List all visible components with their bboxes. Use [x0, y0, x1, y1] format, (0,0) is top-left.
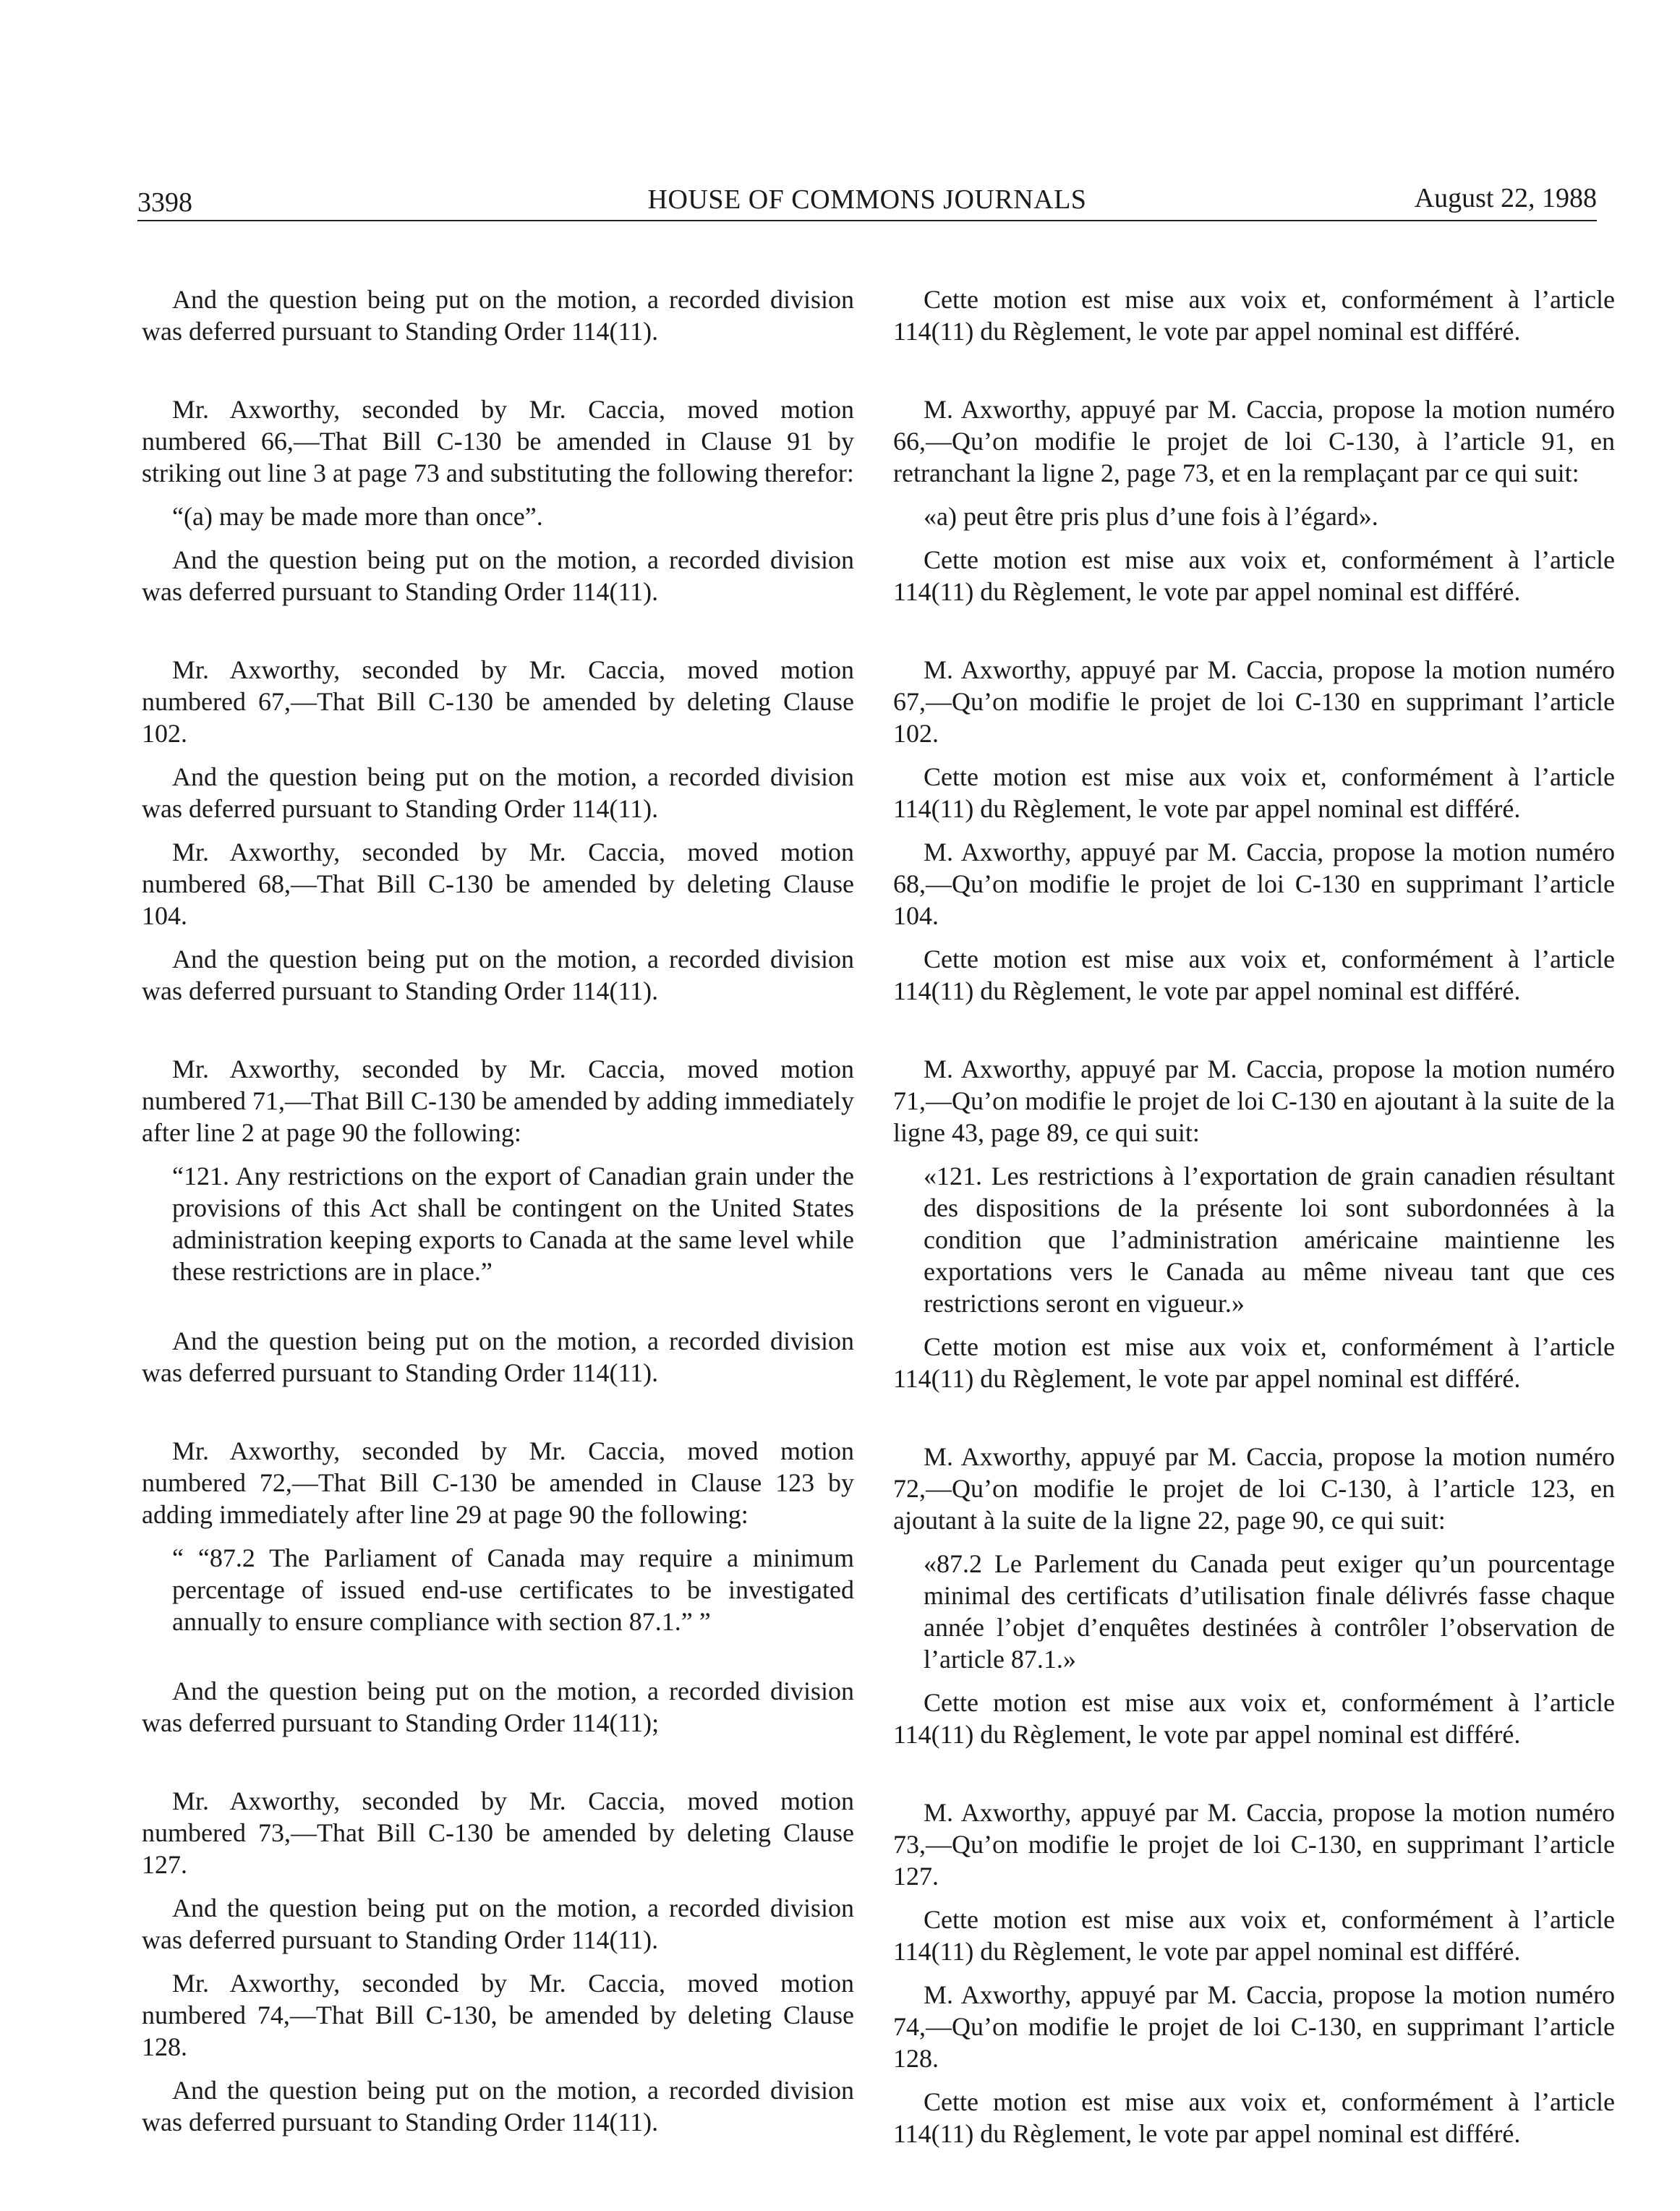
english-paragraph: And the question being put on the motion, a recorded division was deferred pursuant to Standing Order 114(11). [142, 945, 854, 1005]
french-paragraph: Cette motion est mise aux voix et, conformément à l’article 114(11) du Règlement, le vote par appel nominal est différé. [893, 545, 1615, 606]
french-paragraph: M. Axworthy, appuyé par M. Caccia, propose la motion numéro 72,—Qu’on modifie le projet de loi C-130, à l’article 123, en ajoutant à la suite de la ligne 22, page 90, ce qui suit: [893, 1442, 1615, 1535]
english-paragraph: Mr. Axworthy, seconded by Mr. Caccia, moved motion numbered 66,—That Bill C-130 be amended in Clause 91 by striking out line 3 at page 73 and substituting the following therefor: [142, 395, 854, 487]
english-paragraph: And the question being put on the motion, a recorded division was deferred pursuant to Standing Order 114(11). [142, 2076, 854, 2137]
english-paragraph: And the question being put on the motion, a recorded division was deferred pursuant to Standing Order 114(11). [142, 762, 854, 823]
english-paragraph: Mr. Axworthy, seconded by Mr. Caccia, moved motion numbered 73,—That Bill C-130 be amended by deleting Clause 127. [142, 1786, 854, 1879]
english-paragraph: And the question being put on the motion, a recorded division was deferred pursuant to Standing Order 114(11). [142, 285, 854, 346]
english-paragraph: Mr. Axworthy, seconded by Mr. Caccia, moved motion numbered 71,—That Bill C-130 be amended by adding immediately after line 2 at page 90 the following: [142, 1055, 854, 1147]
french-paragraph: M. Axworthy, appuyé par M. Caccia, propose la motion numéro 74,—Qu’on modifie le projet de loi C-130, en supprimant l’article 128. [893, 1980, 1615, 2073]
english-quote: “ “87.2 The Parliament of Canada may require a minimum percentage of issued end-use certificates to be investigated annually to ensure compliance with section 87.1.” ” [172, 1543, 854, 1636]
journal-date: August 22, 1988 [1414, 183, 1597, 213]
page-header [137, 181, 1597, 221]
french-quote: «87.2 Le Parlement du Canada peut exiger qu’un pourcentage minimal des certificats d’utilisation finale délivrés fasse chaque année l’objet d’enquêtes destinées à contrôler l’observation de l’article 87.1.» [924, 1549, 1615, 1674]
english-paragraph: And the question being put on the motion, a recorded division was deferred pursuant to Standing Order 114(11). [142, 1326, 854, 1387]
french-paragraph: Cette motion est mise aux voix et, conformément à l’article 114(11) du Règlement, le vote par appel nominal est différé. [893, 945, 1615, 1005]
english-paragraph: Mr. Axworthy, seconded by Mr. Caccia, moved motion numbered 68,—That Bill C-130 be amended by deleting Clause 104. [142, 838, 854, 930]
french-quote: «a) peut être pris plus d’une fois à l’égard». [924, 502, 1378, 531]
page-number: 3398 [137, 187, 192, 218]
english-quote: “121. Any restrictions on the export of Canadian grain under the provisions of this Act shall be contingent on the United States administration keeping exports to Canada at the same level while these restrictions are in place.” [172, 1162, 854, 1286]
french-paragraph: M. Axworthy, appuyé par M. Caccia, propose la motion numéro 67,—Qu’on modifie le projet de loi C-130 en supprimant l’article 102. [893, 655, 1615, 748]
english-paragraph: Mr. Axworthy, seconded by Mr. Caccia, moved motion numbered 72,—That Bill C-130 be amended in Clause 123 by adding immediately after line 29 at page 90 the following: [142, 1436, 854, 1529]
english-paragraph: Mr. Axworthy, seconded by Mr. Caccia, moved motion numbered 74,—That Bill C-130, be amended by deleting Clause 128. [142, 1969, 854, 2061]
french-quote: «121. Les restrictions à l’exportation de grain canadien résultant des dispositions de la présente loi sont subordonnées à la condition que l’administration américaine maintienne les exportations vers le Canada au même niveau tant que ces restrictions seront en vigueur.» [924, 1162, 1615, 1318]
french-paragraph: Cette motion est mise aux voix et, conformément à l’article 114(11) du Règlement, le vote par appel nominal est différé. [893, 1905, 1615, 1966]
english-paragraph: Mr. Axworthy, seconded by Mr. Caccia, moved motion numbered 67,—That Bill C-130 be amended by deleting Clause 102. [142, 655, 854, 748]
journal-title: HOUSE OF COMMONS JOURNALS [647, 184, 1087, 215]
english-column [142, 284, 854, 2150]
french-paragraph: Cette motion est mise aux voix et, conformément à l’article 114(11) du Règlement, le vote par appel nominal est différé. [893, 285, 1615, 346]
french-paragraph: M. Axworthy, appuyé par M. Caccia, propose la motion numéro 73,—Qu’on modifie le projet de loi C-130, en supprimant l’article 127. [893, 1798, 1615, 1891]
english-paragraph: And the question being put on the motion, a recorded division was deferred pursuant to Standing Order 114(11); [142, 1677, 854, 1737]
french-paragraph: Cette motion est mise aux voix et, conformément à l’article 114(11) du Règlement, le vote par appel nominal est différé. [893, 1332, 1615, 1393]
english-quote: “(a) may be made more than once”. [172, 502, 543, 531]
french-paragraph: Cette motion est mise aux voix et, conformément à l’article 114(11) du Règlement, le vote par appel nominal est différé. [893, 762, 1615, 823]
french-paragraph: M. Axworthy, appuyé par M. Caccia, propose la motion numéro 68,—Qu’on modifie le projet de loi C-130 en supprimant l’article 104. [893, 838, 1615, 930]
french-paragraph: M. Axworthy, appuyé par M. Caccia, propose la motion numéro 71,—Qu’on modifie le projet de loi C-130 en ajoutant à la suite de la ligne 43, page 89, ce qui suit: [893, 1055, 1615, 1147]
french-column [893, 284, 1615, 2161]
french-paragraph: Cette motion est mise aux voix et, conformément à l’article 114(11) du Règlement, le vote par appel nominal est différé. [893, 2087, 1615, 2148]
french-paragraph: Cette motion est mise aux voix et, conformément à l’article 114(11) du Règlement, le vote par appel nominal est différé. [893, 1688, 1615, 1749]
english-paragraph: And the question being put on the motion, a recorded division was deferred pursuant to Standing Order 114(11). [142, 1893, 854, 1954]
english-paragraph: And the question being put on the motion, a recorded division was deferred pursuant to Standing Order 114(11). [142, 545, 854, 606]
french-paragraph: M. Axworthy, appuyé par M. Caccia, propose la motion numéro 66,—Qu’on modifie le projet de loi C-130, à l’article 91, en retranchant la ligne 2, page 73, et en la remplaçant par ce qui suit: [893, 395, 1615, 487]
